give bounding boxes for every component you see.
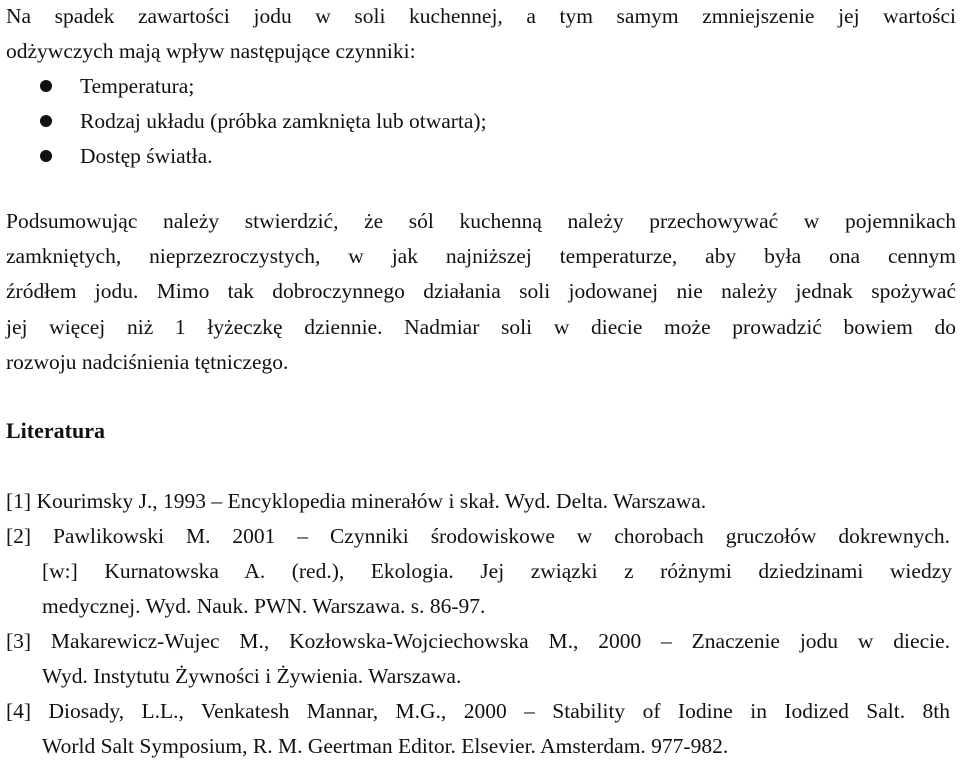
reference-line: [4] Diosady, L.L., Venkatesh Mannar, M.G., 2000 – Stability of Iodine in Iodized Salt. 8th — [6, 699, 950, 723]
reference-line: World Salt Symposium, R. M. Geertman Editor. Elsevier. Amsterdam. 977-982. — [42, 734, 729, 758]
summary-line: jej więcej niż 1 łyżeczkę dziennie. Nadmiar soli w diecie może prowadzić bowiem do — [6, 315, 956, 339]
reference-line: medycznej. Wyd. Nauk. PWN. Warszawa. s. 86-97. — [42, 594, 486, 618]
reference-line: [w:] Kurnatowska A. (red.), Ekologia. Jej związki z różnymi dziedzinami wiedzy — [42, 559, 952, 583]
factor-text: Temperatura; — [80, 74, 195, 98]
reference-line: [3] Makarewicz-Wujec M., Kozłowska-Wojciechowska M., 2000 – Znaczenie jodu w diecie. — [6, 629, 950, 653]
summary-line: zamkniętych, nieprzezroczystych, w jak najniższej temperaturze, aby była ona cennym — [6, 244, 956, 268]
reference-line: [2] Pawlikowski M. 2001 – Czynniki środowiskowe w chorobach gruczołów dokrewnych. — [6, 524, 950, 548]
bullet-icon — [40, 115, 52, 127]
bullet-icon — [40, 80, 52, 92]
reference-line: Wyd. Instytutu Żywności i Żywienia. Warszawa. — [42, 664, 462, 688]
summary-line: rozwoju nadciśnienia tętniczego. — [6, 350, 289, 374]
reference-line: [1] Kourimsky J., 1993 – Encyklopedia minerałów i skał. Wyd. Delta. Warszawa. — [6, 489, 707, 513]
bullet-icon — [40, 150, 52, 162]
factor-text: Rodzaj układu (próbka zamknięta lub otwarta); — [80, 109, 487, 133]
factor-text: Dostęp światła. — [80, 144, 213, 168]
intro-line-1: Na spadek zawartości jodu w soli kuchennej, a tym samym zmniejszenie jej wartości — [6, 4, 956, 28]
literature-heading: Literatura — [6, 418, 105, 443]
summary-line: Podsumowując należy stwierdzić, że sól kuchenną należy przechowywać w pojemnikach — [6, 209, 956, 233]
summary-line: źródłem jodu. Mimo tak dobroczynnego działania soli jodowanej nie należy jednak spożywać — [6, 279, 956, 303]
intro-line-2: odżywczych mają wpływ następujące czynniki: — [6, 39, 416, 63]
